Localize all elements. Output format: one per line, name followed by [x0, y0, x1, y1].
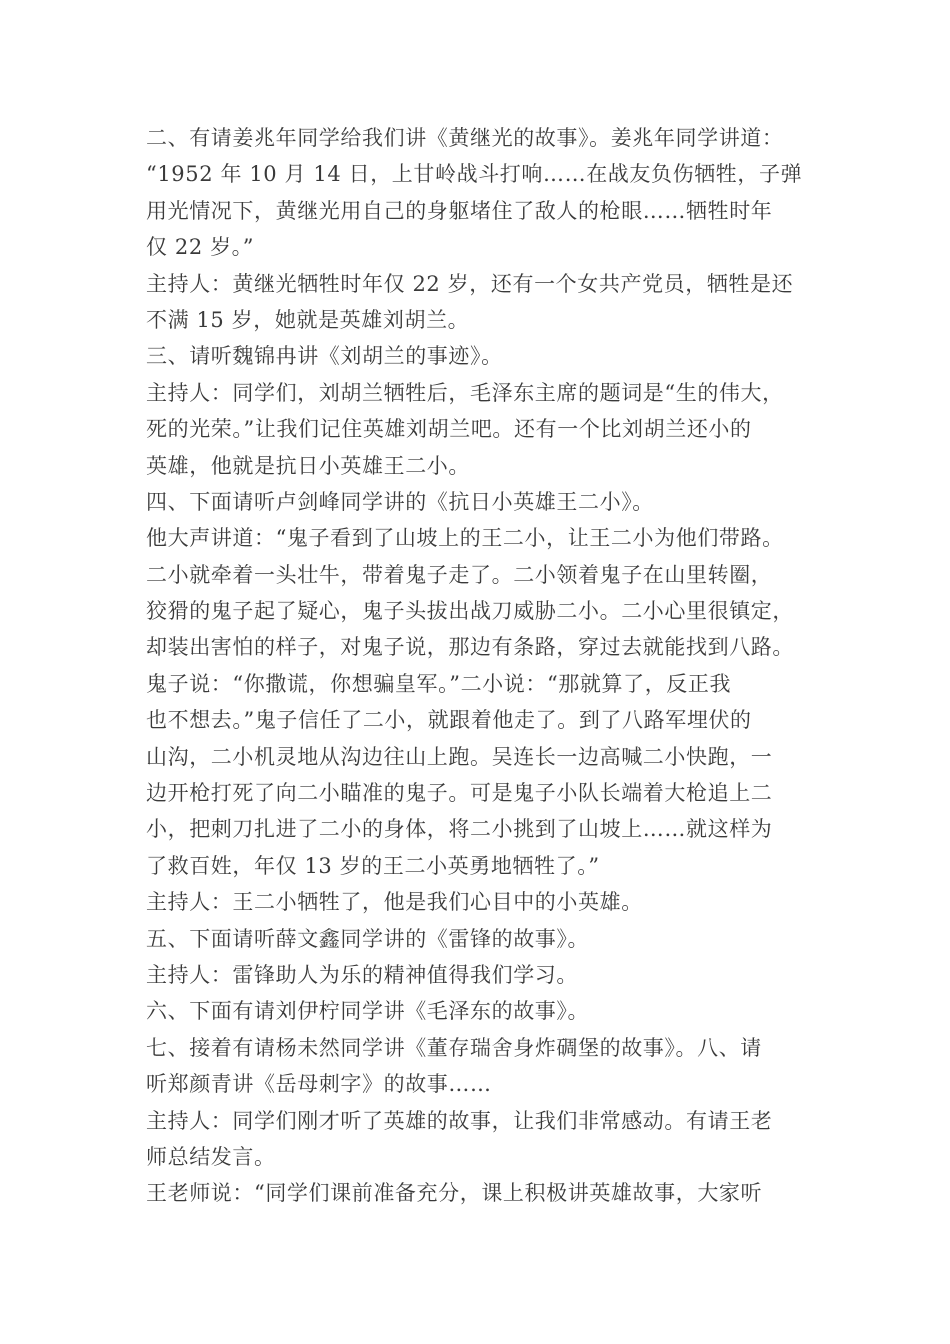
- text-line: 王老师说：“同学们课前准备充分，课上积极讲英雄故事，大家听: [146, 1181, 763, 1206]
- text-line: 仅 22 岁。”: [146, 235, 255, 260]
- text-line: “1952 年 10 月 14 日，上甘岭战斗打响……在战友负伤牺牲，子弹: [146, 162, 803, 187]
- text-line: 不满 15 岁，她就是英雄刘胡兰。: [146, 307, 470, 332]
- text-line: 七、接着有请杨未然同学讲《董存瑞舍身炸碉堡的故事》。八、请: [146, 1035, 762, 1060]
- text-line: 山沟，二小机灵地从沟边往山上跑。吴连长一边高喊二小快跑，一: [146, 744, 773, 769]
- text-line: 狡猾的鬼子起了疑心，鬼子头拔出战刀威胁二小。二小心里很镇定，: [146, 599, 794, 624]
- text-line: 主持人：同学们，刘胡兰牺牲后，毛泽东主席的题词是“生的伟大，: [146, 380, 784, 405]
- text-line: 三、请听魏锦冉讲《刘胡兰的事迹》。: [146, 344, 503, 369]
- text-line: 鬼子说：“你撒谎，你想骗皇军。”二小说：“那就算了，反正我: [146, 671, 732, 696]
- text-line: 他大声讲道：“鬼子看到了山坡上的王二小，让王二小为他们带路。: [146, 526, 784, 551]
- text-line: 五、下面请听薛文鑫同学讲的《雷锋的故事》。: [146, 926, 590, 951]
- text-line: 二小就牵着一头壮牛，带着鬼子走了。二小领着鬼子在山里转圈，: [146, 562, 773, 587]
- text-line: 主持人：雷锋助人为乐的精神值得我们学习。: [146, 962, 578, 987]
- text-line: 主持人：黄继光牺牲时年仅 22 岁，还有一个女共产党员，牺牲是还: [146, 271, 794, 296]
- text-line: 二、有请姜兆年同学给我们讲《黄继光的故事》。姜兆年同学讲道：: [146, 126, 784, 150]
- text-line: 六、下面有请刘伊柠同学讲《毛泽东的故事》。: [146, 999, 590, 1024]
- text-line: 也不想去。”鬼子信任了二小，就跟着他走了。到了八路军埋伏的: [146, 708, 752, 733]
- text-line: 死的光荣。”让我们记住英雄刘胡兰吧。还有一个比刘胡兰还小的: [146, 417, 752, 442]
- text-line: 四、下面请听卢剑峰同学讲的《抗日小英雄王二小》。: [146, 489, 654, 514]
- text-line: 边开枪打死了向二小瞄准的鬼子。可是鬼子小队长端着大枪追上二: [146, 781, 773, 806]
- text-line: 小，把刺刀扎进了二小的身体，将二小挑到了山坡上……就这样为: [146, 817, 773, 842]
- text-line: 英雄，他就是抗日小英雄王二小。: [146, 453, 470, 478]
- text-line: 用光情况下，黄继光用自己的身躯堵住了敌人的枪眼……牺牲时年: [146, 198, 773, 223]
- document-body: [146, 120, 826, 1212]
- text-line: 听郑颜青讲《岳母刺字》的故事……: [146, 1072, 492, 1097]
- text-line: 师总结发言。: [146, 1144, 276, 1169]
- text-line: 主持人：王二小牺牲了，他是我们心目中的小英雄。: [146, 890, 643, 915]
- text-line: 却装出害怕的样子，对鬼子说，那边有条路，穿过去就能找到八路。: [146, 635, 794, 660]
- text-line: 了救百姓，年仅 13 岁的王二小英勇地牺牲了。”: [146, 853, 600, 878]
- text-line: 主持人：同学们刚才听了英雄的故事，让我们非常感动。有请王老: [146, 1108, 773, 1133]
